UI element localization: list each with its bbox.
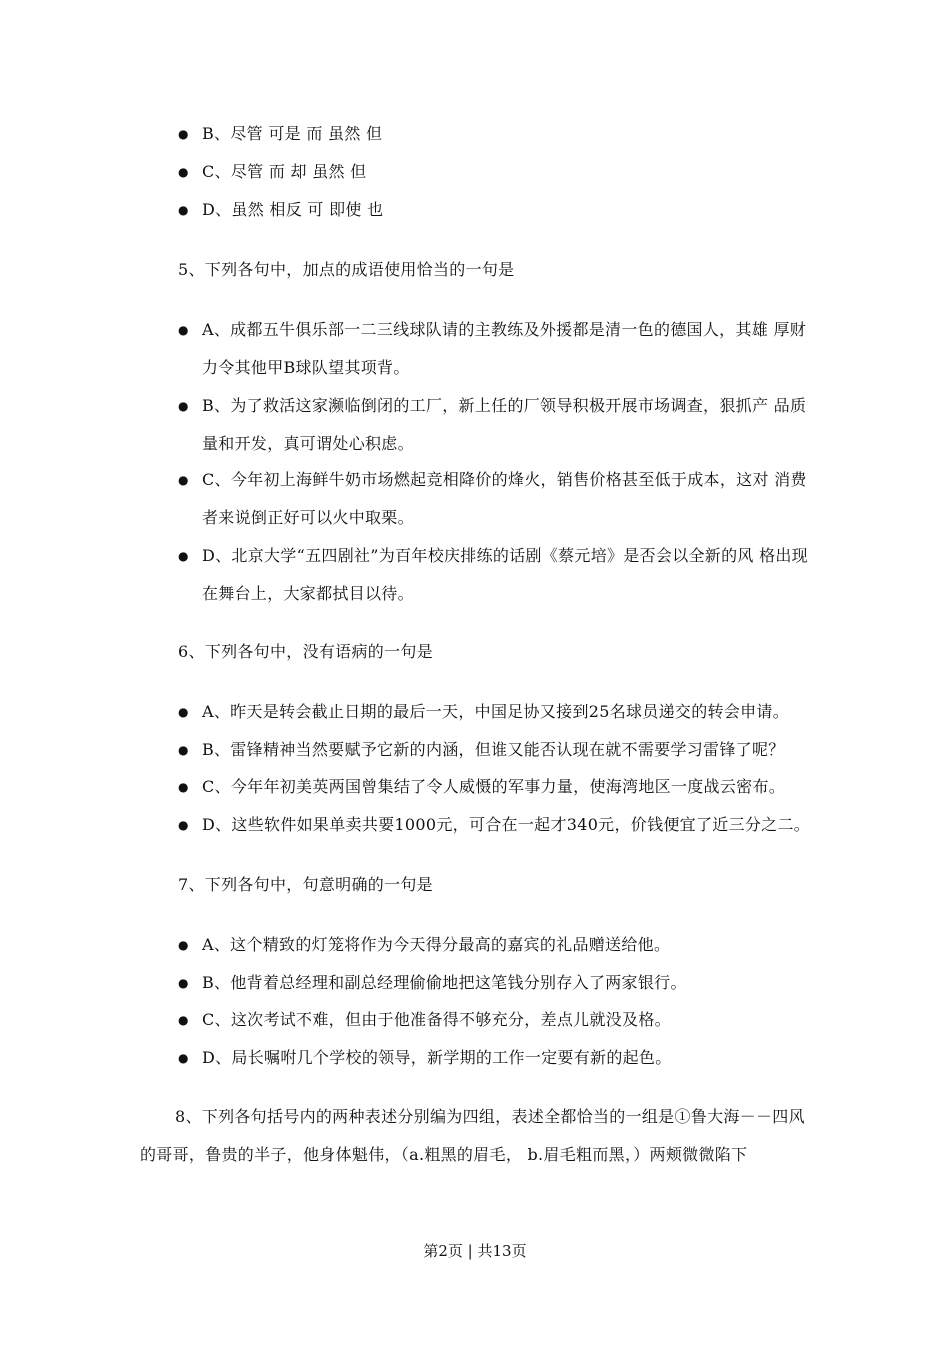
- option-text: A、成都五牛俱乐部一二三线球队请的主教练及外援都是清一色的德国人，其雄 厚财力令其他甲B球队望其项背。: [202, 320, 807, 377]
- question-stem: 7、下列各句中，句意明确的一句是: [178, 875, 433, 894]
- list-item: [178, 768, 818, 806]
- option-text: A、昨天是转会截止日期的最后一天，中国足协又接到25名球员递交的转会申请。: [202, 702, 790, 721]
- page-number-footer: 第2页 | 共13页: [423, 1242, 527, 1260]
- list-item: [178, 1039, 818, 1077]
- list-item: [178, 806, 818, 844]
- list-item: [178, 191, 818, 229]
- bullet-icon: ●: [178, 743, 189, 757]
- option-text: B、雷锋精神当然要赋予它新的内涵，但谁又能否认现在就不需要学习雷锋了呢？: [202, 740, 785, 759]
- bullet-icon: ●: [178, 399, 189, 413]
- option-text: B、他背着总经理和副总经理偷偷地把这笔钱分别存入了两家银行。: [202, 973, 687, 992]
- list-item: [178, 115, 818, 153]
- bullet-icon: ●: [178, 203, 189, 217]
- list-item: [178, 537, 818, 613]
- option-text: C、今年初上海鲜牛奶市场燃起竞相降价的烽火，销售价格甚至低于成本，这对 消费者来说倒正好可以火中取栗。: [202, 470, 807, 527]
- list-item: [178, 1001, 818, 1039]
- question-stem: 5、下列各句中，加点的成语使用恰当的一句是: [178, 260, 515, 279]
- list-item: [178, 926, 818, 964]
- bullet-icon: ●: [178, 549, 189, 563]
- option-text: D、这些软件如果单卖共要1000元，可合在一起才340元，价钱便宜了近三分之二。: [202, 815, 811, 834]
- question-stem: 6、下列各句中，没有语病的一句是: [178, 642, 433, 661]
- bullet-icon: ●: [178, 780, 189, 794]
- bullet-icon: ●: [178, 473, 189, 487]
- option-text: D、虽然 相反 可 即使 也: [202, 200, 384, 219]
- list-item: [178, 311, 818, 387]
- bullet-icon: ●: [178, 165, 189, 179]
- bullet-icon: ●: [178, 323, 189, 337]
- question-paragraph: 8、下列各句括号内的两种表述分别编为四组，表述全都恰当的一组是①鲁大海－－四风的哥哥，鲁贵的半子，他身体魁伟，（a.粗黑的眉毛， b.眉毛粗而黑，）两颊微微陷下: [140, 1107, 805, 1164]
- bullet-icon: ●: [178, 818, 189, 832]
- bullet-icon: ●: [178, 976, 189, 990]
- list-item: [178, 461, 818, 537]
- option-text: B、为了救活这家濒临倒闭的工厂，新上任的厂领导积极开展市场调查，狠抓产 品质量和开发，真可谓处心积虑。: [202, 396, 807, 453]
- option-text: D、北京大学“五四剧社”为百年校庆排练的话剧《蔡元培》是否会以全新的风 格出现在舞台上，大家都拭目以待。: [202, 546, 808, 603]
- list-item: [178, 964, 818, 1002]
- option-text: C、今年年初美英两国曾集结了令人威慑的军事力量，使海湾地区一度战云密布。: [202, 777, 786, 796]
- option-text: C、尽管 而 却 虽然 但: [202, 162, 367, 181]
- list-item: [178, 693, 818, 731]
- bullet-icon: ●: [178, 1051, 189, 1065]
- list-item: [178, 731, 818, 769]
- bullet-icon: ●: [178, 127, 189, 141]
- option-text: A、这个精致的灯笼将作为今天得分最高的嘉宾的礼品赠送给他。: [202, 935, 671, 954]
- list-item: [178, 387, 818, 463]
- option-text: B、尽管 可是 而 虽然 但: [202, 124, 383, 143]
- option-text: C、这次考试不难，但由于他准备得不够充分，差点儿就没及格。: [202, 1010, 671, 1029]
- bullet-icon: ●: [178, 938, 189, 952]
- list-item: [178, 153, 818, 191]
- option-text: D、局长嘱咐几个学校的领导，新学期的工作一定要有新的起色。: [202, 1048, 672, 1067]
- bullet-icon: ●: [178, 705, 189, 719]
- bullet-icon: ●: [178, 1013, 189, 1027]
